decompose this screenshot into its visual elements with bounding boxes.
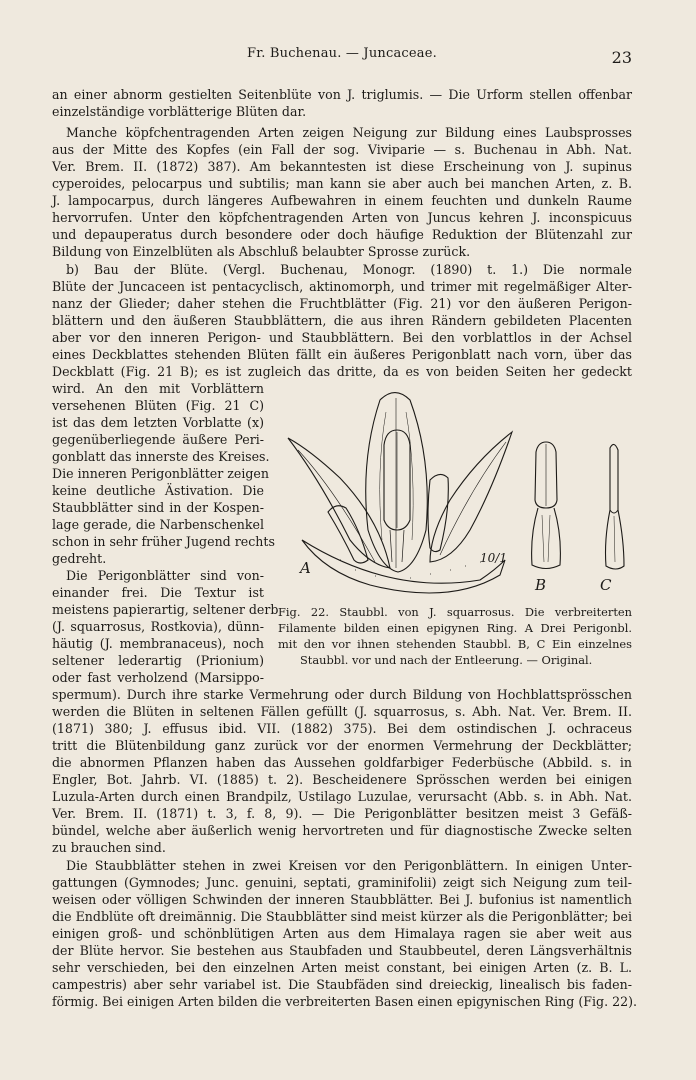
text-line: eines Deckblattes stehenden Blüten fällt ein äußeres Perigonblatt nach vorn, über das [52, 347, 632, 362]
text-line: nanz der Glieder; daher stehen die Fruchtblätter (Fig. 21) vor den äußeren Perigon- [52, 296, 632, 311]
stamen-b-filament [532, 508, 561, 569]
page-number: 23 [611, 48, 632, 67]
text-line: (1871) 380; J. effusus ibid. VII. (1882) 375). Bei dem ostindischen J. ochraceus [52, 721, 632, 736]
text-line: ist das dem letzten Vorblatte (x) [52, 415, 264, 430]
figure-label-c: C [600, 576, 612, 594]
text-line: Deckblatt (Fig. 21 B); es ist zugleich das dritte, da es von beiden Seiten her gedeckt [52, 364, 632, 379]
text-line: Manche köpfchentragenden Arten zeigen Neigung zur Bildung eines Laubsprosses [66, 125, 632, 140]
text-line: der Blüte hervor. Sie bestehen aus Staubfaden und Staubbeutel, deren Längsverhältnis [52, 943, 632, 958]
text-line: bündel, welche aber äußerlich wenig hervortreten und für diagnostische Zwecke selten [52, 823, 632, 838]
figure-caption-line: Filamente bilden einen epigynen Ring. A Drei Perigonbl. [278, 621, 632, 635]
figure-caption-line: Staubbl. vor und nach der Entleerung. — Original. [300, 653, 593, 667]
running-title: Fr. Buchenau. — Juncaceae. [247, 46, 437, 61]
text-line: schon in sehr früher Jugend rechts [52, 534, 275, 549]
stamen-illustration [280, 390, 640, 598]
text-line: und depauperatus durch besondere oder doch häufige Reduktion der Blütenzahl zur [52, 227, 632, 242]
text-line: spermum). Durch ihre starke Vermehrung oder durch Bildung von Hochblattsprösschen [52, 687, 632, 702]
text-line: sehr verschieden, bei den einzelnen Arten meist constant, bei einigen Arten (z. B. L. [52, 960, 632, 975]
text-line: oder fast verholzend (Marsippo- [52, 670, 264, 685]
text-line: tritt die Blütenbildung ganz zurück vor der enormen Vermehrung der Deckblätter; [52, 738, 632, 753]
text-line: Die Perigonblätter sind von- [66, 568, 264, 583]
text-line: Blüte der Juncaceen ist pentacyclisch, aktinomorph, und trimer mit regelmäßiger Alter- [52, 279, 632, 294]
figure-caption-line: mit den vor ihnen stehenden Staubbl. B, C Ein einzelnes [278, 637, 632, 651]
ring-base [302, 540, 505, 593]
text-line: Die inneren Perigonblätter zeigen [52, 466, 269, 481]
text-line: (J. squarrosus, Rostkovia), dünn- [52, 619, 264, 634]
text-line: häutig (J. membranaceus), noch [52, 636, 264, 651]
text-line: campestris) aber sehr variabel ist. Die Staubfäden sind dreieckig, linealisch bis faden- [52, 977, 632, 992]
stamen-c-anther [610, 444, 618, 513]
text-line: Luzula-Arten durch einen Brandpilz, Ustilago Luzulae, verursacht (Abb. s. in Abh. Nat. [52, 789, 632, 804]
page-header [52, 46, 632, 66]
figure-label-b: B [535, 576, 547, 594]
text-line: seltener lederartig (Prionium) [52, 653, 264, 668]
text-line: gattungen (Gymnodes; Junc. genuini, septati, graminifolii) zeigt sich Neigung zum teil- [52, 875, 632, 890]
text-line: förmig. Bei einigen Arten bilden die verbreiterten Basen einen epigynischen Ring (Fig. 22). [52, 994, 638, 1009]
text-line: versehenen Blüten (Fig. 21 C) [52, 398, 264, 413]
text-line: einigen groß- und schönblütigen Arten aus dem Himalaya ragen sie aber weit aus [52, 926, 632, 941]
text-line: werden die Blüten in seltenen Fällen gefüllt (J. squarrosus, s. Abh. Nat. Ver. Brem. II. [52, 704, 632, 719]
stamen-left [328, 506, 368, 563]
text-line: aber vor den inneren Perigon- und Staubblättern. Bei den vorblattlos in der Achsel [52, 330, 632, 345]
text-line: gegenüberliegende äußere Peri- [52, 432, 264, 447]
text-line: Die Staubblätter stehen in zwei Kreisen vor den Perigonblättern. In einigen Unter- [66, 858, 632, 873]
text-line: zu brauchen sind. [52, 840, 166, 855]
perigon-center [366, 393, 428, 573]
text-line: meistens papierartig, seltener derb [52, 602, 279, 617]
section-heading-line: b) Bau der Blüte. (Vergl. Buchenau, Monogr. (1890) t. 1.) Die normale [66, 262, 632, 277]
text-line: Ver. Brem. II. (1872) 387). Am bekanntesten ist diese Erscheinung von J. supinus [52, 159, 632, 174]
text-line: Staubblätter sind in der Kospen- [52, 500, 264, 515]
text-line: Bildung von Einzelblüten als Abschluß belaubter Sprosse zurück. [52, 244, 471, 259]
text-line: an einer abnorm gestielten Seitenblüte von J. triglumis. — Die Urform stellen offenbar [52, 87, 632, 102]
scale-label: 10/1 [480, 551, 507, 565]
stamen-right [428, 474, 448, 551]
text-line: J. lampocarpus, durch längeres Aufbewahren in einem feuchten und dunkeln Raume [52, 193, 632, 208]
text-line: einander frei. Die Textur ist [52, 585, 264, 600]
text-line: lage gerade, die Narbenschenkel [52, 517, 264, 532]
figure-caption-line: Fig. 22. Staubbl. von J. squarrosus. Die verbreiterten [278, 605, 632, 619]
text-line: Engler, Bot. Jahrb. VI. (1885) t. 2). Bescheidenere Sprösschen werden bei einigen [52, 772, 632, 787]
text-line: cyperoides, pelocarpus und subtilis; man kann sie aber auch bei manchen Arten, z. B. [52, 176, 632, 191]
figure-label-a: A [300, 559, 311, 577]
text-line: wird. An den mit Vorblättern [52, 381, 264, 396]
text-line: aus der Mitte des Kopfes (ein Fall der sog. Viviparie — s. Buchenau in Abh. Nat. [52, 142, 632, 157]
text-line: weisen oder völligen Schwinden der inneren Staubblätter. Bei J. bufonius ist namentlich [52, 892, 632, 907]
text-line: keine deutliche Ästivation. Die [52, 483, 264, 498]
text-line: Ver. Brem. II. (1871) t. 3, f. 8, 9). — Die Perigonblätter besitzen meist 3 Gefäß- [52, 806, 632, 821]
text-line: blättern und den äußeren Staubblättern, die aus ihren Rändern gebildeten Placenten [52, 313, 632, 328]
text-line: die Endblüte oft dreimännig. Die Staubblätter sind meist kürzer als die Perigonblätter; bei [52, 909, 632, 924]
text-line: gedreht. [52, 551, 107, 566]
text-line: gonblatt das innerste des Kreises. [52, 449, 270, 464]
figure-22-drawing [280, 390, 640, 598]
text-line: die abnormen Pflanzen haben das Aussehen goldfarbiger Federbüsche (Abbild. s. in [52, 755, 632, 770]
text-line: einzelständige vorblätterige Blüten dar. [52, 104, 307, 119]
text-line: hervorrufen. Unter den köpfchentragenden Arten von Juncus kehren J. inconspicuus [52, 210, 632, 225]
